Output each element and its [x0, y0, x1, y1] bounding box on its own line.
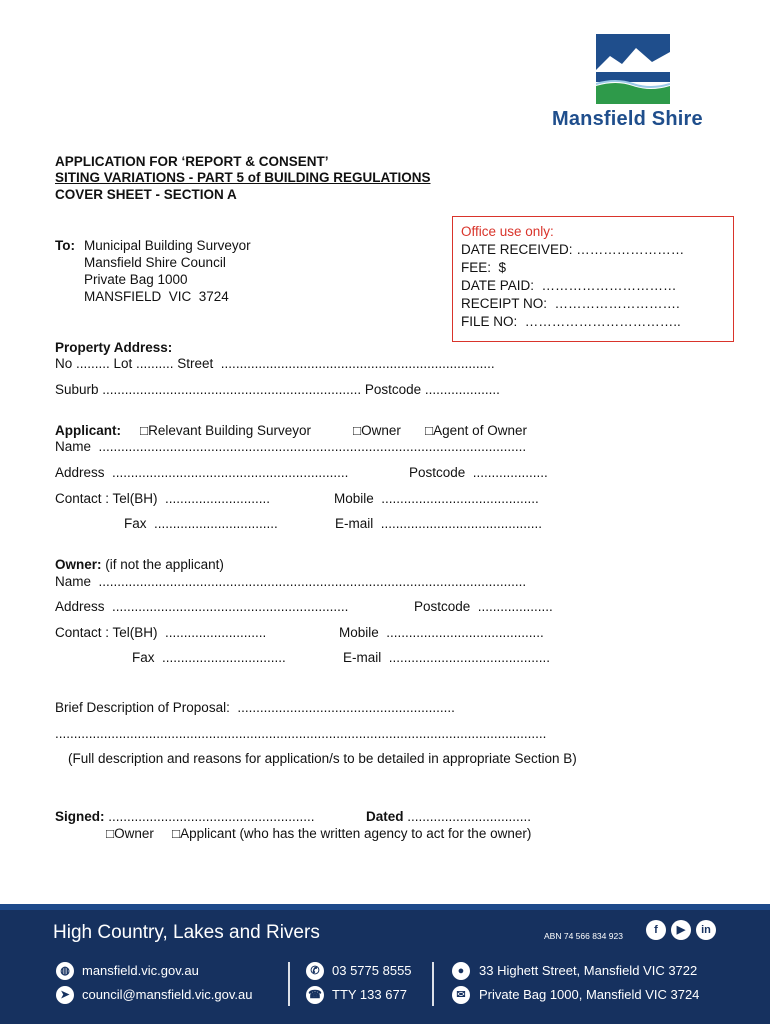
office-file-no: FILE NO: ……………………………..	[461, 314, 681, 329]
tty-icon: ☎	[306, 986, 324, 1004]
dated-field[interactable]: .................................	[403, 809, 532, 824]
footer-separator-1	[288, 962, 290, 1006]
applicant-option-owner[interactable]: □Owner	[353, 423, 401, 438]
footer	[0, 904, 770, 1024]
dated-line	[366, 809, 531, 825]
signed-option-applicant[interactable]: □Applicant (who has the written agency to act for the owner)	[172, 826, 532, 841]
footer-email-link[interactable]: council@mansfield.vic.gov.au	[82, 987, 253, 1002]
proposal-description-line-2[interactable]: ...................................................................................................................................	[55, 726, 547, 741]
owner-fax-field[interactable]: Fax .................................	[132, 650, 286, 665]
owner-label: Owner:	[55, 557, 102, 572]
applicant-fax-field[interactable]: Fax .................................	[124, 516, 278, 531]
globe-icon: ◍	[56, 962, 74, 980]
footer-tty[interactable]: TTY 133 677	[332, 987, 407, 1002]
mansfield-shire-logo-icon	[596, 34, 670, 104]
owner-email-field[interactable]: E-mail ...........................................	[343, 650, 551, 665]
owner-address-field[interactable]: Address ...............................................................	[55, 599, 349, 614]
to-line-4: MANSFIELD VIC 3724	[84, 289, 229, 304]
applicant-tel-field[interactable]: Contact : Tel(BH) ............................	[55, 491, 271, 506]
office-date-received: DATE RECEIVED: ……………………	[461, 242, 685, 257]
office-use-box	[452, 216, 734, 342]
phone-icon: ✆	[306, 962, 324, 980]
send-icon: ➤	[56, 986, 74, 1004]
owner-note: (if not the applicant)	[101, 557, 224, 572]
applicant-mobile-field[interactable]: Mobile ..........................................	[334, 491, 539, 506]
footer-tagline: High Country, Lakes and Rivers	[53, 922, 320, 943]
property-address-line-1[interactable]: No ......... Lot .......... Street .........................................................................	[55, 356, 495, 371]
footer-separator-2	[432, 962, 434, 1006]
form-title: APPLICATION FOR ‘REPORT & CONSENT’	[55, 154, 329, 169]
to-line-2: Mansfield Shire Council	[84, 255, 226, 270]
proposal-note: (Full description and reasons for application/s to be detailed in appropriate Section B)	[68, 751, 577, 766]
footer-abn: ABN 74 566 834 923	[544, 931, 623, 941]
owner-mobile-field[interactable]: Mobile ..........................................	[339, 625, 544, 640]
proposal-description-field[interactable]: Brief Description of Proposal: ..........................................................	[55, 700, 455, 715]
footer-website-link[interactable]: mansfield.vic.gov.au	[82, 963, 199, 978]
owner-tel-field[interactable]: Contact : Tel(BH) ...........................	[55, 625, 267, 640]
footer-band	[0, 904, 770, 910]
footer-postal-address: Private Bag 1000, Mansfield VIC 3724	[479, 987, 700, 1002]
dated-label: Dated	[366, 809, 404, 824]
owner-postcode-field[interactable]: Postcode ....................	[414, 599, 553, 614]
to-line-3: Private Bag 1000	[84, 272, 188, 287]
office-date-paid: DATE PAID: …………………………	[461, 278, 677, 293]
owner-heading	[55, 557, 224, 573]
office-fee: FEE: $	[461, 260, 507, 275]
applicant-option-agent[interactable]: □Agent of Owner	[425, 423, 527, 438]
signature-field[interactable]: .......................................................	[104, 809, 315, 824]
facebook-icon[interactable]: f	[646, 920, 666, 940]
applicant-option-surveyor[interactable]: □Relevant Building Surveyor	[140, 423, 311, 438]
to-label: To:	[55, 238, 75, 253]
applicant-address-field[interactable]: Address ...............................................................	[55, 465, 349, 480]
signed-line	[55, 809, 315, 825]
mail-icon: ✉	[452, 986, 470, 1004]
linkedin-icon[interactable]: in	[696, 920, 716, 940]
office-receipt-no: RECEIPT NO: ……………………….	[461, 296, 680, 311]
to-line-1: Municipal Building Surveyor	[84, 238, 251, 253]
owner-name-field[interactable]: Name ..................................................................................................................	[55, 574, 527, 589]
footer-street-address: 33 Highett Street, Mansfield VIC 3722	[479, 963, 698, 978]
form-subtitle: SITING VARIATIONS - PART 5 of BUILDING REGULATIONS	[55, 170, 431, 185]
applicant-label: Applicant:	[55, 423, 121, 438]
signed-option-owner[interactable]: □Owner	[106, 826, 154, 841]
logo-text: Mansfield Shire	[552, 108, 703, 130]
youtube-icon[interactable]: ▶	[671, 920, 691, 940]
applicant-email-field[interactable]: E-mail ...........................................	[335, 516, 543, 531]
footer-phone[interactable]: 03 5775 8555	[332, 963, 412, 978]
office-use-title: Office use only:	[461, 224, 554, 239]
applicant-postcode-field[interactable]: Postcode ....................	[409, 465, 548, 480]
property-address-line-2[interactable]: Suburb ..................................................................... Postcode ....................	[55, 382, 500, 397]
applicant-name-field[interactable]: Name ..................................................................................................................	[55, 439, 527, 454]
property-address-title: Property Address:	[55, 340, 173, 355]
location-pin-icon: ●	[452, 962, 470, 980]
signed-label: Signed:	[55, 809, 105, 824]
form-section-title: COVER SHEET - SECTION A	[55, 187, 237, 202]
